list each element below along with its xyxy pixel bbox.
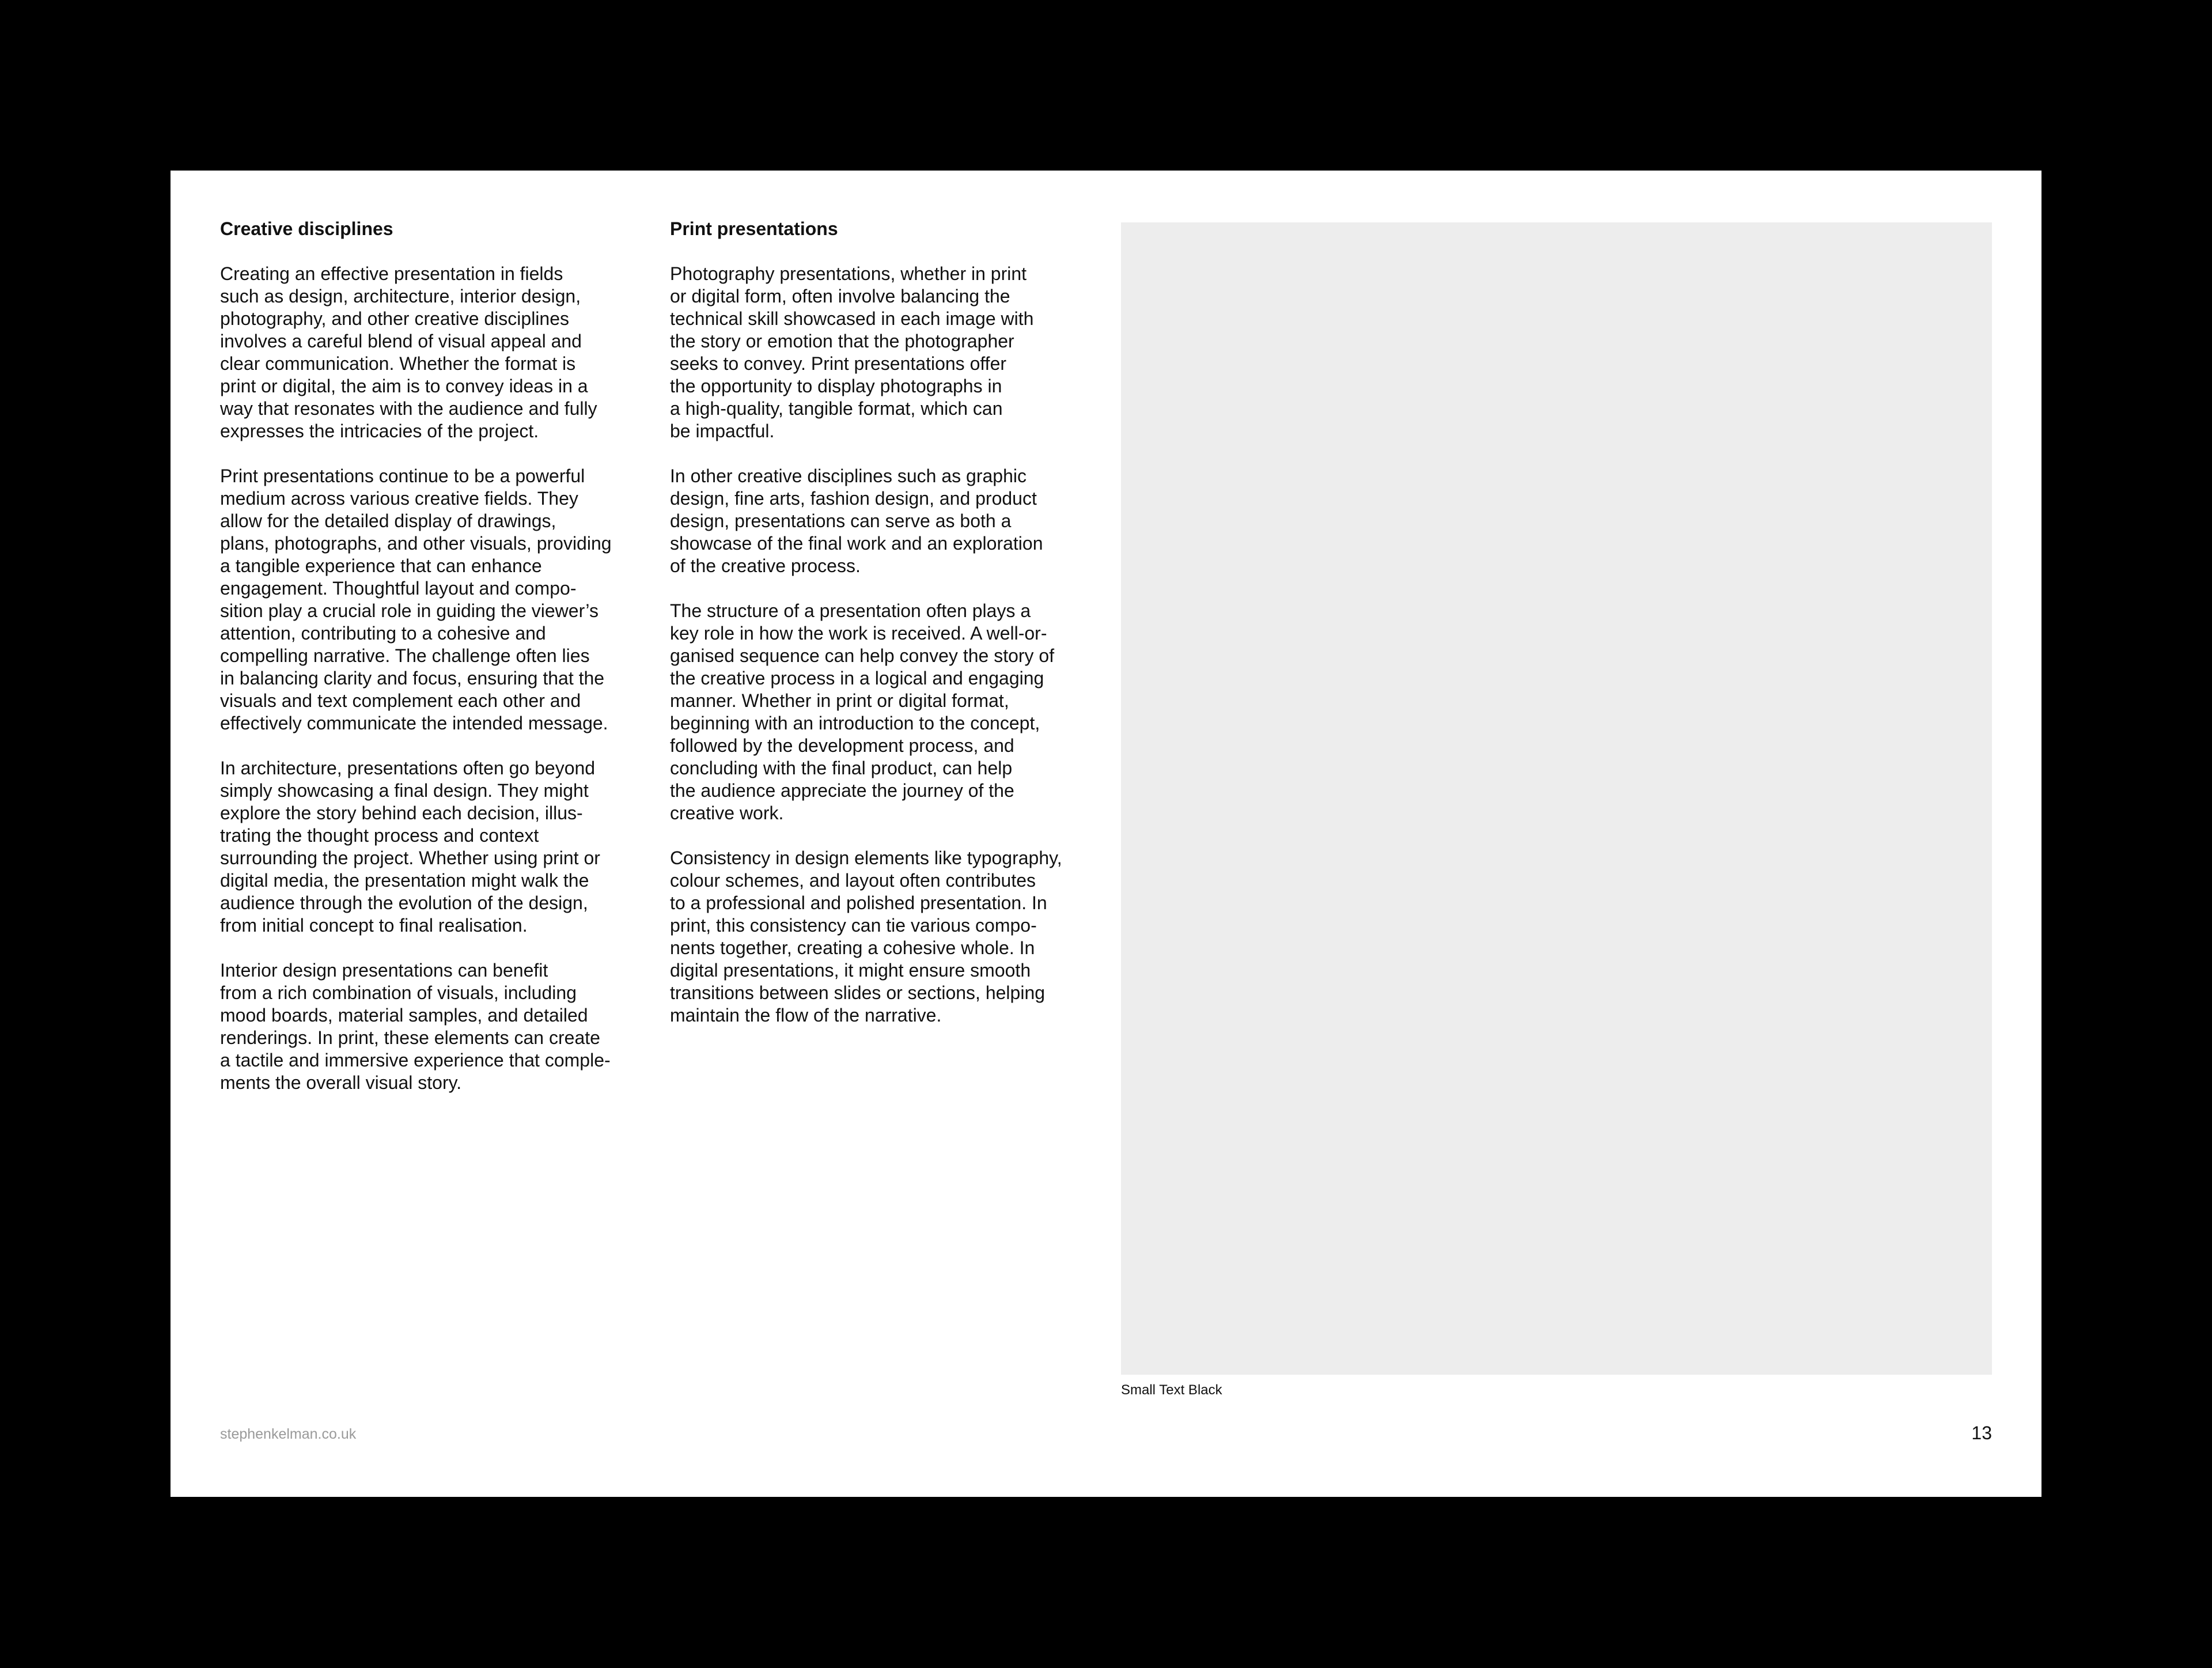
body-paragraph: Consistency in design elements like typography, colour schemes, and layout often contributes to a professional and polished presentation. In print, this consistency can tie various compo- nents together, creating a cohesive whole. In digital presentations, it might ensure smooth transitions between slides or sections, helping maintain the flow of the narrative. bbox=[670, 848, 1062, 1026]
image-caption: Small Text Black bbox=[1121, 1382, 1222, 1398]
body-paragraph: Creating an effective presentation in fields such as design, architecture, interior design, photography, and other creative disciplines involves a careful blend of visual appeal and clear communication. Whether the format is print or digital, the aim is to convey ideas in a way that resonates with the audience and fully expresses the intricacies of the project. bbox=[220, 263, 597, 441]
body-paragraph: In architecture, presentations often go beyond simply showcasing a final design. They might explore the story behind each decision, illus- trating the thought process and context surrounding the project. Whether using print or digital media, the presentation might walk the audience through the evolution of the design, from initial concept to final realisation. bbox=[220, 758, 600, 936]
section-heading-creative-disciplines: Creative disciplines bbox=[220, 218, 393, 239]
image-placeholder bbox=[1121, 222, 1992, 1375]
document-page bbox=[171, 171, 2041, 1497]
middle-text-column bbox=[670, 218, 1099, 1049]
body-paragraph: Photography presentations, whether in print or digital form, often involve balancing the technical skill showcased in each image with the story or emotion that the photographer seeks to convey. Print presentations offer the opportunity to display photographs in a high-quality, tangible format, which can be impactful. bbox=[670, 263, 1034, 441]
page-number: 13 bbox=[1971, 1423, 1992, 1443]
body-paragraph: In other creative disciplines such as graphic design, fine arts, fashion design, and product design, presentations can serve as both a showcase of the final work and an exploration of the creative process. bbox=[670, 466, 1043, 576]
left-text-column bbox=[220, 218, 649, 1117]
body-paragraph: Print presentations continue to be a powerful medium across various creative fields. They allow for the detailed display of drawings, plans, photographs, and other visuals, providing a tangible experience that can enhance engagement. Thoughtful layout and compo- sition play a crucial role in guiding the viewer’s attention, contributing to a cohesive and compelling narrative. The challenge often lies in balancing clarity and focus, ensuring that the visuals and text complement each other and effectively communicate the intended message. bbox=[220, 466, 612, 733]
body-paragraph: The structure of a presentation often plays a key role in how the work is received. A well-or- ganised sequence can help convey the story of the creative process in a logical and engaging manner. Whether in print or digital format, beginning with an introduction to the concept, followed by the development process, and concluding with the final product, can help the audience appreciate the journey of the creative work. bbox=[670, 600, 1055, 823]
footer-url: stephenkelman.co.uk bbox=[220, 1426, 357, 1442]
section-heading-print-presentations: Print presentations bbox=[670, 218, 838, 239]
body-paragraph: Interior design presentations can benefit from a rich combination of visuals, including mood boards, material samples, and detailed renderings. In print, these elements can create a tactile and immersive experience that comple- ments the overall visual story. bbox=[220, 960, 611, 1093]
